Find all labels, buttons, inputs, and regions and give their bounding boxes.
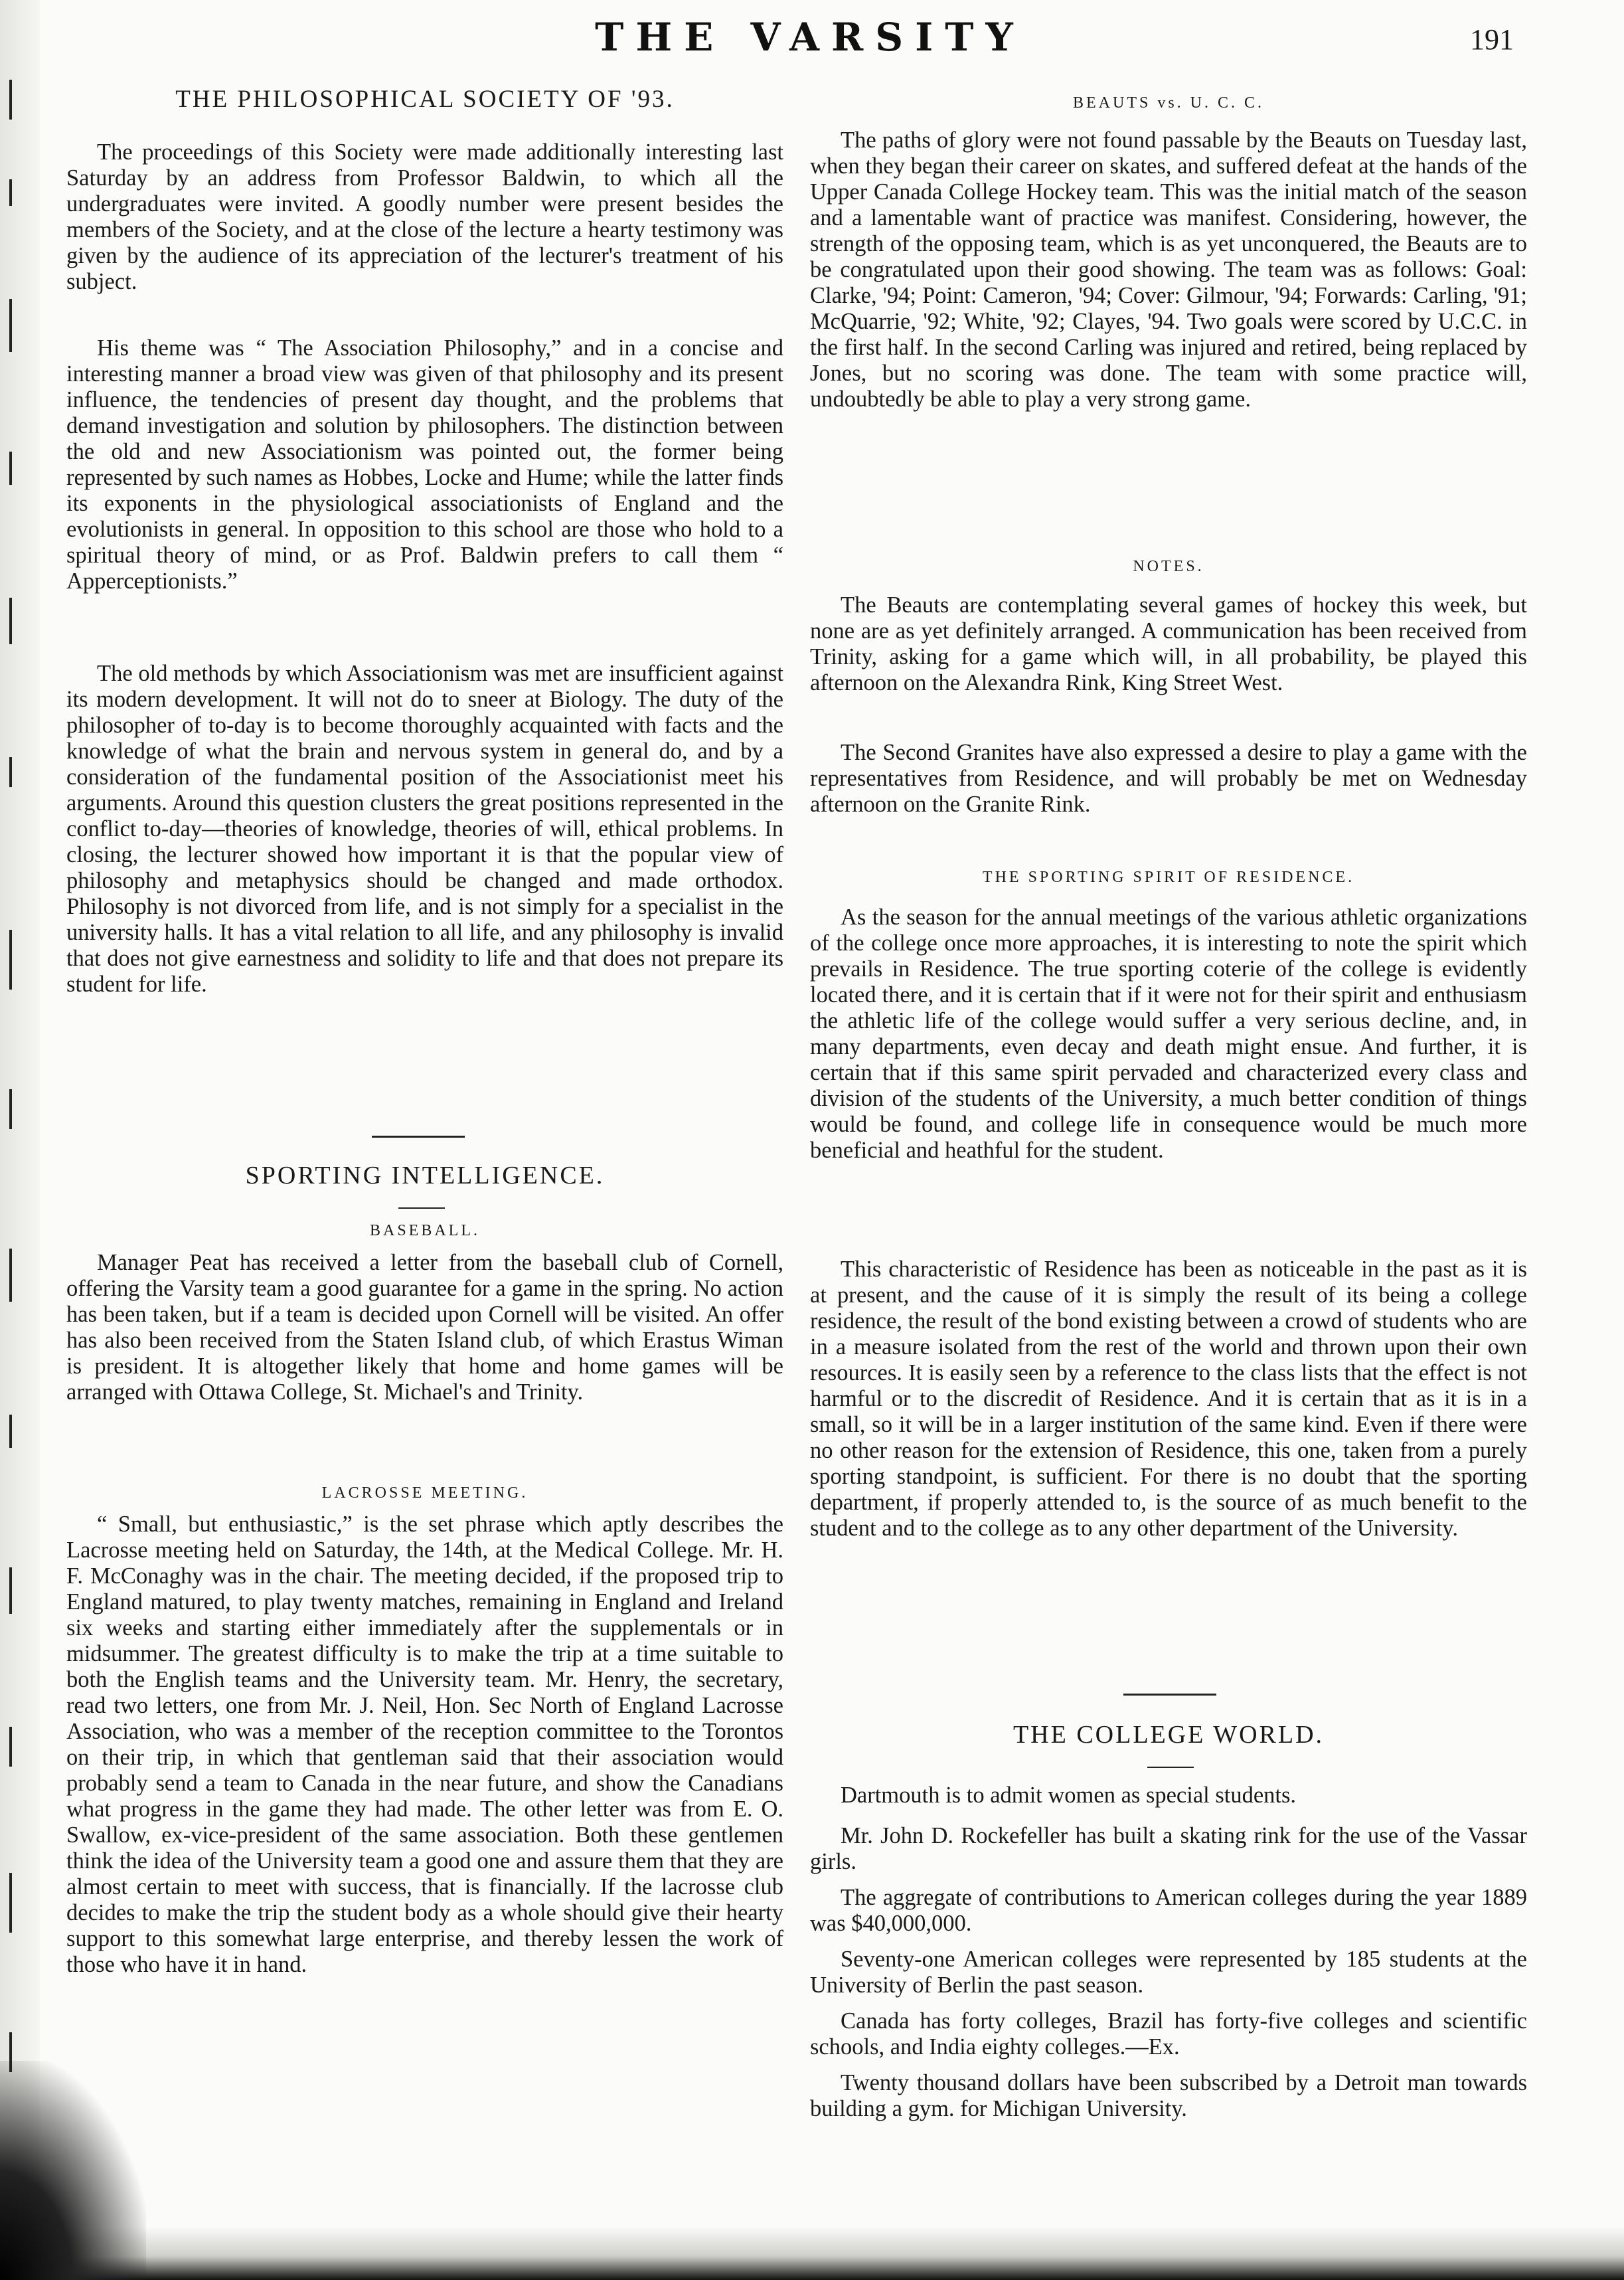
binding-marks (9, 80, 19, 2139)
heading-philosophical-society: THE PHILOSOPHICAL SOCIETY OF '93. (175, 86, 675, 113)
heading-underline (398, 1207, 445, 1209)
paragraph-beauts: The paths of glory were not found passable by the Beauts on Tuesday last, when they began their career on skates, and suffered defeat at the hands of the Upper Canada College Hockey team. This was the initial match of the season and a lamentable want of practice was manifest. Considering, however, the strength of the opposing team, which is as yet unconquered, the Beauts are to be congratulated upon their good showing. The team was as follows: Goal: Clarke, '94; Point: Cameron, '94; Cover: Gilmour, '94; Forwards: Carling, '91; McQuarrie, '92; White, '92; Clayes, '94. Two goals were scored by U.C.C. in the first half. In the second Carling was injured and retired, being replaced by Jones, but no scoring was done. The team with some practice will, undoubtedly be able to play a very strong game. (810, 128, 1527, 412)
paragraph-philosophical-2: His theme was “ The Association Philosophy,” and in a concise and interesting manner a broad view was given of that philosophy and its present influence, the tendencies of present day thought, and the problems that demand investigation and solution by philosophers. The distinction between the old and new Associationism was pointed out, the former being represented by such names as Hobbes, Locke and Hume; while the latter finds its exponents in the physiological associationists of England and the evolutionists in general. In opposition to this school are those who hold to a spiritual theory of mind, or as Prof. Baldwin prefers to call them “ Apperceptionists.” (66, 335, 783, 594)
paragraph-notes-2: The Second Granites have also expressed a desire to play a game with the representatives from Residence, and will probably be met on Wednesday afternoon on the Granite Rink. (810, 740, 1527, 817)
masthead-title: THE VARSITY (595, 15, 1025, 60)
section-divider (372, 1136, 465, 1138)
paragraph-college-world-2: Mr. John D. Rockefeller has built a skating rink for the use of the Vassar girls. (810, 1823, 1527, 1874)
subheading-sporting-spirit: THE SPORTING SPIRIT OF RESIDENCE. (982, 869, 1355, 886)
page-number: 191 (1470, 23, 1514, 56)
paragraph-college-world-3: The aggregate of contributions to American colleges during the year 1889 was $40,000,000. (810, 1885, 1527, 1936)
subheading-lacrosse-meeting: LACROSSE MEETING. (321, 1484, 528, 1502)
page-corner-shadow (0, 2061, 146, 2280)
paragraph-college-world-5: Canada has forty colleges, Brazil has forty-five colleges and scientific schools, and India eighty colleges.—Ex. (810, 2008, 1527, 2060)
paragraph-lacrosse: “ Small, but enthusiastic,” is the set phrase which aptly describes the Lacrosse meeting held on Saturday, the 14th, at the Medical College. Mr. H. F. McConaghy was in the chair. The meeting decided, if the proposed trip to England matured, to play twenty matches, remaining in England and Ireland six weeks and starting either immediately after the supplementals or in midsummer. The greatest difficulty is to make the trip at a time suitable to both the English teams and the University team. Mr. Henry, the secretary, read two letters, one from Mr. J. Neil, Hon. Sec North of England Lacrosse Association, who was a member of the reception committee to the Torontos on their trip, in which that gentleman said that their association would probably send a team to Canada in the near future, and show the Canadians what progress in the game they had made. The other letter was from E. O. Swallow, ex-vice-president of the same association. Both these gentlemen think the idea of the University team a good one and assure them that they are almost certain to meet with success, that is financially. If the lacrosse club decides to make the trip the student body as a whole should give their hearty support to this somewhat large enterprise, and thereby lessen the work of those who have it in hand. (66, 1512, 783, 1977)
section-divider (1123, 1694, 1216, 1696)
paragraph-philosophical-3: The old methods by which Associationism was met are insufficient against its modern development. It will not do to sneer at Biology. The duty of the philosopher of to-day is to become thoroughly acquainted with facts and the knowledge of what the brain and nervous system in general do, and by a consideration of the fundamental position of the Associationist meet his arguments. Around this question clusters the great positions represented in the conflict to-day—theories of knowledge, theories of will, ethical problems. In closing, the lecturer showed how important it is that the popular view of philosophy and metaphysics should be changed and made orthodox. Philosophy is not divorced from life, and is not simply for a specialist in the university halls. It has a vital relation to all life, and any philosophy is invalid that does not give earnestness and solidity to life and that does not prepare its student for life. (66, 661, 783, 997)
page-binding-edge (0, 0, 40, 2280)
paragraph-notes-1: The Beauts are contemplating several games of hockey this week, but none are as yet definitely arranged. A communication has been received from Trinity, asking for a game which will, in all probability, be played this afternoon on the Alexandra Rink, King Street West. (810, 592, 1527, 695)
subheading-beauts-vs-ucc: BEAUTS vs. U. C. C. (1072, 94, 1265, 112)
paragraph-college-world-1: Dartmouth is to admit women as special students. (841, 1783, 1297, 1808)
subheading-notes: NOTES. (1133, 558, 1204, 575)
paragraph-spirit-2: This characteristic of Residence has been as noticeable in the past as it is at present, and the cause of it is simply the result of its being a college residence, the result of the bond existing between a crowd of students who are in a measure isolated from the rest of the world and thrown upon their own resources. It is easily seen by a reference to the class lists that the effect is not harmful or to the discredit of Residence. And it is certain that as it is in a small, so it will be in a larger institution of the same kind. Even if there were no other reason for the extension of Residence, this one, taken from a purely sporting standpoint, is sufficient. For there is no doubt that the sporting department, if properly attended to, is the source of as much benefit to the student and to the college as to any other department of the University. (810, 1257, 1527, 1541)
paragraph-spirit-1: As the season for the annual meetings of the various athletic organizations of the college once more approaches, it is interesting to note the spirit which prevails in Residence. The true sporting coterie of the college is evidently located there, and it is certain that if it were not for their spirit and enthusiasm the athletic life of the college would suffer a very serious decline, and, in many departments, even decay and death might ensue. And further, it is certain that if this same spirit pervaded and characterized every class and division of the students of the University, a much better condition of things would be found, and college life in consequence would be much more beneficial and heathful for the student. (810, 905, 1527, 1163)
paragraph-college-world-6: Twenty thousand dollars have been subscribed by a Detroit man towards building a gym. for Michigan University. (810, 2070, 1527, 2121)
paragraph-philosophical-1: The proceedings of this Society were made additionally interesting last Saturday by an address from Professor Baldwin, to which all the undergraduates were invited. A goodly number were present besides the members of the Society, and at the close of the lecture a hearty testimony was given by the audience of its appreciation of the lecturer's treatment of his subject. (66, 139, 783, 294)
paragraph-college-world-4: Seventy-one American colleges were represented by 185 students at the University of Berlin the past season. (810, 1947, 1527, 1998)
page-bottom-edge (0, 2227, 1624, 2280)
subheading-baseball: BASEBALL. (369, 1222, 480, 1239)
heading-sporting-intelligence: SPORTING INTELLIGENCE. (245, 1162, 605, 1189)
heading-college-world: THE COLLEGE WORLD. (1013, 1721, 1325, 1749)
paragraph-baseball: Manager Peat has received a letter from the baseball club of Cornell, offering the Varsity team a good guarantee for a game in the spring. No action has been taken, but if a team is decided upon Cornell will be visited. An offer has also been received from the Staten Island club, of which Erastus Wiman is president. It is altogether likely that home and home games will be arranged with Ottawa College, St. Michael's and Trinity. (66, 1250, 783, 1405)
heading-underline (1147, 1767, 1194, 1768)
